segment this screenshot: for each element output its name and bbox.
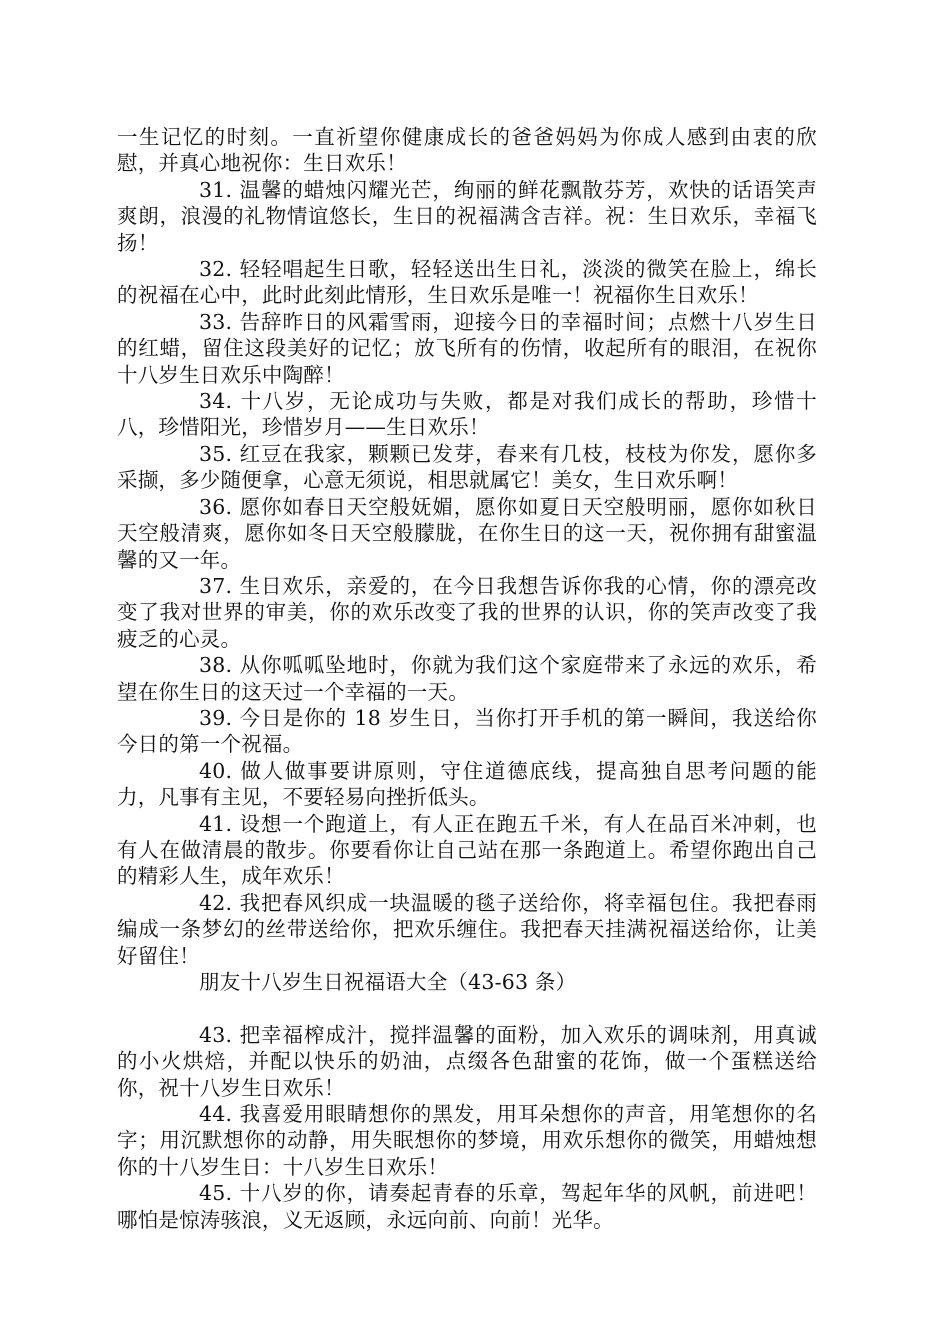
paragraph-38: 38. 从你呱呱坠地时，你就为我们这个家庭带来了永远的欢乐，希望在你生日的这天过一个幸福的一天。 xyxy=(117,653,817,704)
paragraph-32: 32. 轻轻唱起生日歌，轻轻送出生日礼，淡淡的微笑在脸上，绵长的祝福在心中，此时此刻此情形，生日欢乐是唯一！祝福你生日欢乐！ xyxy=(117,257,817,308)
paragraph-39: 39. 今日是你的 18 岁生日，当你打开手机的第一瞬间，我送给你今日的第一个祝福。 xyxy=(117,705,817,757)
paragraph-34: 34. 十八岁，无论成功与失败，都是对我们成长的帮助，珍惜十八，珍惜阳光，珍惜岁月——生日欢乐！ xyxy=(117,389,817,440)
paragraph-44: 44. 我喜爱用眼睛想你的黑发，用耳朵想你的声音，用笔想你的名字；用沉默想你的动静，用失眠想你的梦境，用欢乐想你的微笑，用蜡烛想你的十八岁生日：十八岁生日欢乐！ xyxy=(117,1102,817,1179)
paragraph-33: 33. 告辞昨日的风霜雪雨，迎接今日的幸福时间；点燃十八岁生日的红蜡，留住这段美好的记忆；放飞所有的伤情，收起所有的眼泪，在祝你十八岁生日欢乐中陶醉！ xyxy=(117,309,817,387)
paragraph-36: 36. 愿你如春日天空般妩媚，愿你如夏日天空般明丽，愿你如秋日天空般清爽，愿你如冬日天空般朦胧，在你生日的这一天，祝你拥有甜蜜温馨的又一年。 xyxy=(117,494,817,572)
paragraph-37: 37. 生日欢乐，亲爱的，在今日我想告诉你我的心情，你的漂亮改变了我对世界的审美，你的欢乐改变了我的世界的认识，你的笑声改变了我疲乏的心灵。 xyxy=(117,573,817,651)
paragraph-43: 43. 把幸福榨成汁，搅拌温馨的面粉，加入欢乐的调味剂，用真诚的小火烘焙，并配以快乐的奶油，点缀各色甜蜜的花饰，做一个蛋糕送给你，祝十八岁生日欢乐！ xyxy=(117,1022,817,1100)
blank-line xyxy=(117,995,817,1021)
paragraph-35: 35. 红豆在我家，颗颗已发芽，春来有几枝，枝枝为你发，愿你多采撷，多少随便拿，心意无须说，相思就属它！美女，生日欢乐啊！ xyxy=(117,441,817,493)
section-heading: 朋友十八岁生日祝福语大全（43-63 条） xyxy=(199,970,577,994)
paragraph-continued: 一生记忆的时刻。一直祈望你健康成长的爸爸妈妈为你成人感到由衷的欣慰，并真心地祝你：生日欢乐！ xyxy=(117,125,817,176)
paragraph-40: 40. 做人做事要讲原则，守住道德底线，提高独自思考问题的能力，凡事有主见，不要轻易向挫折低头。 xyxy=(117,758,817,810)
paragraph-31: 31. 温馨的蜡烛闪耀光芒，绚丽的鲜花飘散芬芳，欢快的话语笑声爽朗，浪漫的礼物情谊悠长，生日的祝福满含吉祥。祝：生日欢乐，幸福飞扬！ xyxy=(117,177,817,255)
document-body xyxy=(117,124,817,1233)
paragraph-41: 41. 设想一个跑道上，有人正在跑五千米，有人在品百米冲刺，也有人在做清晨的散步。你要看你让自己站在那一条跑道上。希望你跑出自己的精彩人生，成年欢乐！ xyxy=(117,811,817,889)
paragraph-45: 45. 十八岁的你，请奏起青春的乐章，驾起年华的风帆，前进吧！哪怕是惊涛骇浪，义无返顾，永远向前、向前！光华。 xyxy=(117,1181,817,1232)
paragraph-42: 42. 我把春风织成一块温暖的毯子送给你，将幸福包住。我把春雨编成一条梦幻的丝带送给你，把欢乐缠住。我把春天挂满祝福送给你，让美好留住！ xyxy=(117,890,817,968)
